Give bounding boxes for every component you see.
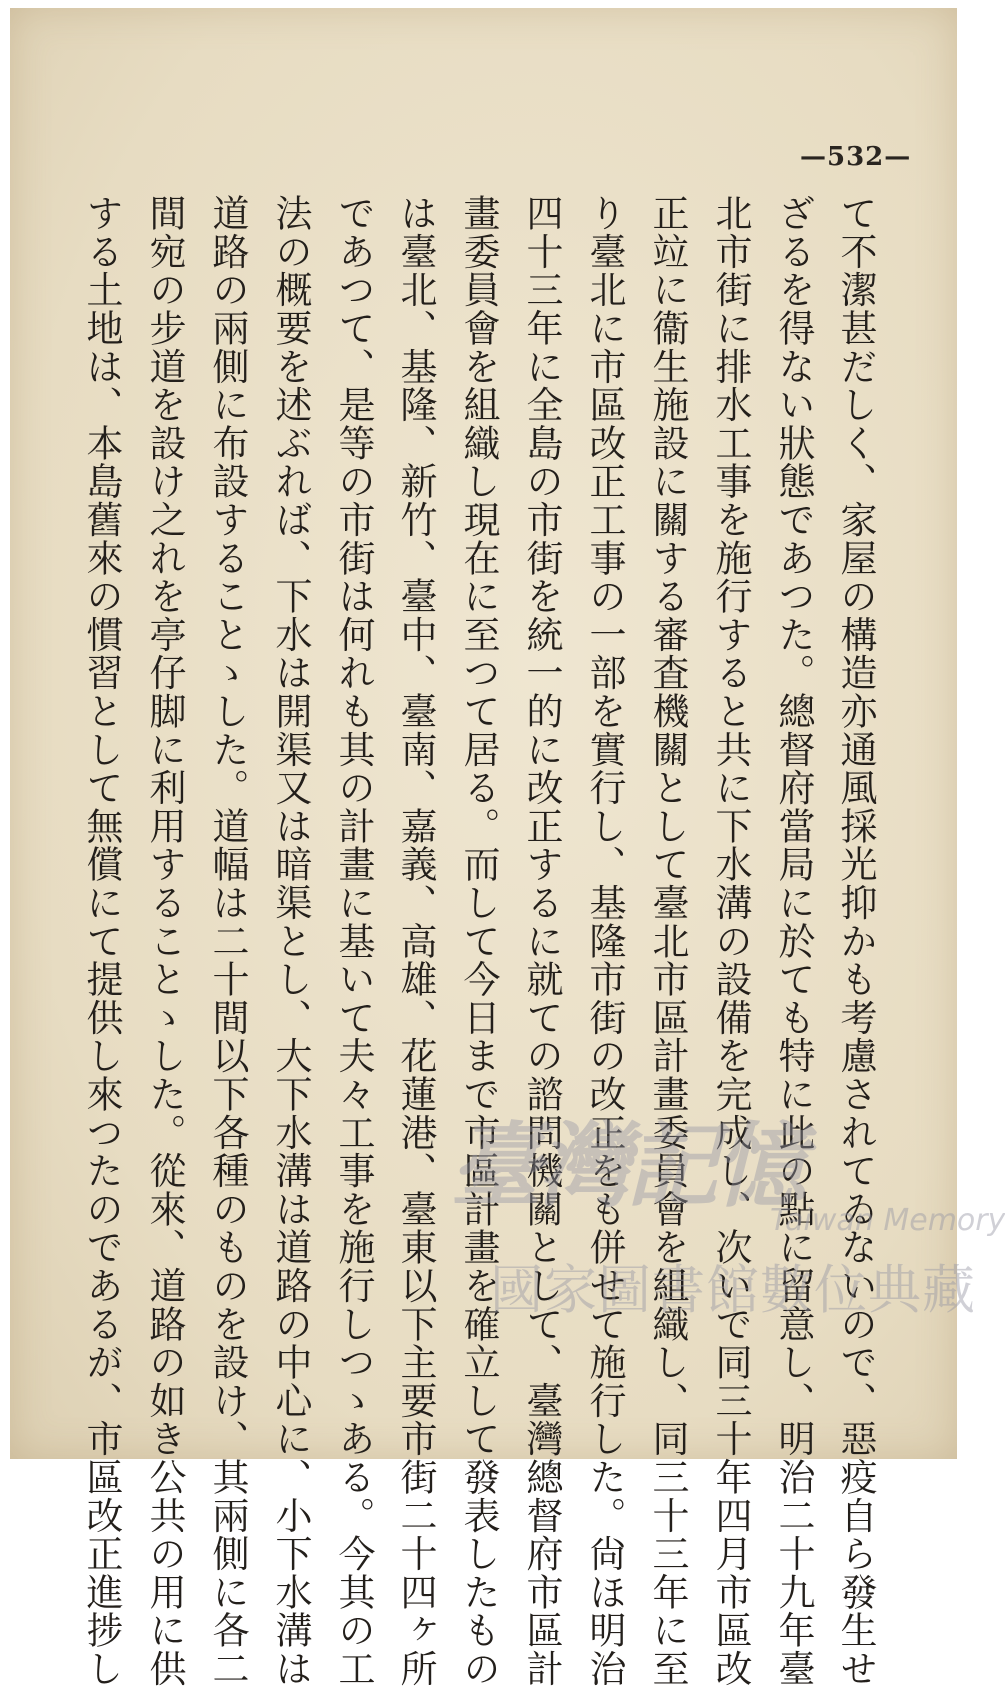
text-column-7: 畫委員會を組織し現在に至つて居る。而して今日まで市區計畫を確立して發表したもの (457, 194, 500, 1688)
text-column-10: 法の概要を述ぶれば、下水は開渠又は暗渠とし、大下水溝は道路の中心に、小下水溝は (269, 194, 312, 1688)
watermark-library-text: 國家圖書館數位典藏 (490, 1260, 976, 1321)
text-column-5: り臺北に市區改正工事の一部を實行し、基隆市街の改正をも併せて施行した。尙ほ明治 (583, 194, 626, 1688)
text-column-12: 間宛の步道を設け之れを亭仔脚に利用することゝした。從來、道路の如き公共の用に供 (143, 194, 186, 1688)
text-column-11: 道路の兩側に布設することゝした。道幅は二十間以下各種のものを設け、其兩側に各二 (206, 194, 249, 1688)
text-column-13: する土地は、本島舊來の慣習として無償にて提供し來つたのであるが、市區改正進捗し (80, 194, 123, 1688)
watermark-logo-text: 臺灣記憶 (450, 1112, 803, 1220)
page-number: —532— (800, 142, 912, 172)
text-column-2: ざるを得ない狀態であつた。總督府當局に於ても特に此の點に留意し、明治二十九年臺 (772, 194, 815, 1688)
text-column-3: 北市街に排水工事を施行すると共に下水溝の設備を完成し、次いで同三十年四月市區改 (709, 194, 752, 1688)
text-column-1: て不潔甚だしく、家屋の構造亦通風採光抑かも考慮されてゐないので、惡疫自ら發生せ (834, 194, 877, 1688)
watermark-latin-text: Taiwan Memory (770, 1203, 1005, 1238)
scanned-book-page (10, 8, 1005, 1688)
text-column-9: であつて、是等の市街は何れも其の計畫に基いて夫々工事を施行しつゝある。今其の工 (332, 194, 375, 1688)
text-column-6: 四十三年に全島の市街を統一的に改正するに就ての諮問機關として、臺灣總督府市區計 (520, 194, 563, 1688)
text-column-8: は臺北、基隆、新竹、臺中、臺南、嘉義、高雄、花蓮港、臺東以下主要市街二十四ヶ所 (394, 194, 437, 1688)
text-column-4: 正竝に衞生施設に關する審査機關として臺北市區計畫委員會を組織し、同三十三年に至 (646, 194, 689, 1688)
